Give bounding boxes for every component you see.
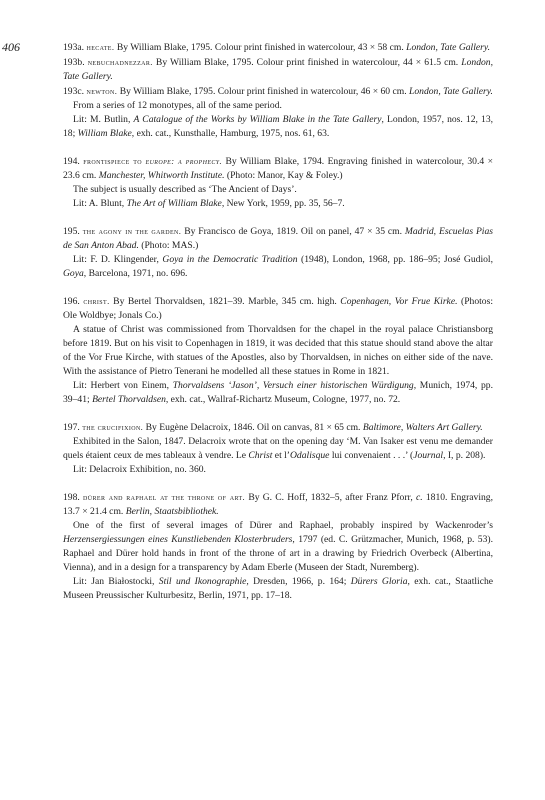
entry-literature: Lit: F. D. Klingender, Goya in the Democratic Tradition (1948), London, 1968, pp. 186–95; José Gudiol, Goya, Barcelona, 1971, no. 696. xyxy=(63,254,493,279)
entry-heading: 194. frontispiece to europe: a prophecy. By William Blake, 1794. Engraving finished in watercolour, 30.4 × 23.6 cm. Manchester, Whitworth Institute. (Photo: Manor, Kay & Foley.) xyxy=(63,156,493,181)
entry-literature: Lit: M. Butlin, A Catalogue of the Works by William Blake in the Tate Gallery, London, 1957, nos. 12, 13, 18; William Blake, exh. cat., Kunsthalle, Hamburg, 1975, nos. 61, 63. xyxy=(63,114,494,139)
entry-193a: 193a. hecate. By William Blake, 1795. Colour print finished in watercolour, 43 × 58 cm. London, Tate Gallery. xyxy=(63,42,490,53)
entry-heading: 198. dürer and raphael at the throne of art. By G. C. Hoff, 1832–5, after Franz Pforr, c. 1810. Engraving, 13.7 × 21.4 cm. Berlin, Staatsbibliothek. xyxy=(63,492,494,517)
entry-heading: 195. the agony in the garden. By Francisco de Goya, 1819. Oil on panel, 47 × 35 cm. Madrid, Escuelas Pias de San Anton Abad. (Photo: MAS.) xyxy=(63,226,493,251)
catalogue-entry-194 xyxy=(63,154,493,211)
entry-heading: 196. christ. By Bertel Thorvaldsen, 1821–39. Marble, 345 cm. high. Copenhagen, Vor Frue Kirke. (Photos: Ole Woldbye; Jonals Co.) xyxy=(63,296,494,321)
entry-193b: 193b. nebuchadnezzar. By William Blake, 1795. Colour print finished in watercolour, 44 × 61.5 cm. London, Tate Gallery. xyxy=(63,57,493,82)
entry-note: One of the first of several images of Dürer and Raphael, probably inspired by Wackenroder’s Herzensergiessungen eines Kunstliebenden Klosterbruders, 1797 (ed. C. Grützmacher, Munich, 1968, p. 53). Raphael and Dürer hold hands in front of the throne of art in a drawing by Friedrich Overbeck (Albertina, Vienna), and in a design for a transparency by Adam Eberle (Museen der Stadt, Nuremberg). xyxy=(63,520,493,573)
entry-note: The subject is usually described as ‘The Ancient of Days’. xyxy=(73,184,297,195)
catalogue-entry-198 xyxy=(63,490,493,603)
catalogue-entry-197 xyxy=(63,420,493,477)
entry-literature: Lit: Jan Białostocki, Stil und Ikonographie, Dresden, 1966, p. 164; Dürers Gloria, exh. cat., Staatliche Museen Preussischer Kulturbesitz, Berlin, 1971, pp. 17–18. xyxy=(63,576,494,601)
entry-literature: Lit: Delacroix Exhibition, no. 360. xyxy=(73,464,206,475)
entry-literature: Lit: A. Blunt, The Art of William Blake, New York, 1959, pp. 35, 56–7. xyxy=(73,198,345,209)
catalogue-text xyxy=(63,40,493,616)
catalogue-entry-195 xyxy=(63,224,493,281)
entry-note: Exhibited in the Salon, 1847. Delacroix wrote that on the opening day ‘M. Van Isaker est venu me demander quels étaient ceux de mes tableaux à vendre. Le Christ et l’Odalisque lui convenaient . . .’ (Journal, I, p. 208). xyxy=(63,436,493,461)
page-number: 406 xyxy=(2,40,20,54)
catalogue-entry-193 xyxy=(63,40,493,141)
catalogue-entry-196 xyxy=(63,294,493,407)
entry-note: From a series of 12 monotypes, all of the same period. xyxy=(73,100,282,111)
entry-literature: Lit: Herbert von Einem, Thorvaldsens ‘Jason’, Versuch einer historischen Würdigung, Munich, 1974, pp. 39–41; Bertel Thorvaldsen, exh. cat., Wallraf-Richartz Museum, Cologne, 1977, no. 72. xyxy=(63,380,493,405)
entry-note: A statue of Christ was commissioned from Thorvaldsen for the chapel in the royal palace Christiansborg before 1819. But on his visit to Copenhagen in 1819, it was decided that this statue should stand above the altar of the Vor Frue Kirche, with statues of the Apostles, also by Thorvaldsen, in niches on either side of the nave. With the assistance of Pietro Tenerani he modelled all these statues in Rome in 1821. xyxy=(63,324,493,377)
entry-heading: 197. the crucifixion. By Eugène Delacroix, 1846. Oil on canvas, 81 × 65 cm. Baltimore, Walters Art Gallery. xyxy=(63,422,483,433)
entry-193c: 193c. newton. By William Blake, 1795. Colour print finished in watercolour, 46 × 60 cm. London, Tate Gallery. xyxy=(63,86,493,97)
